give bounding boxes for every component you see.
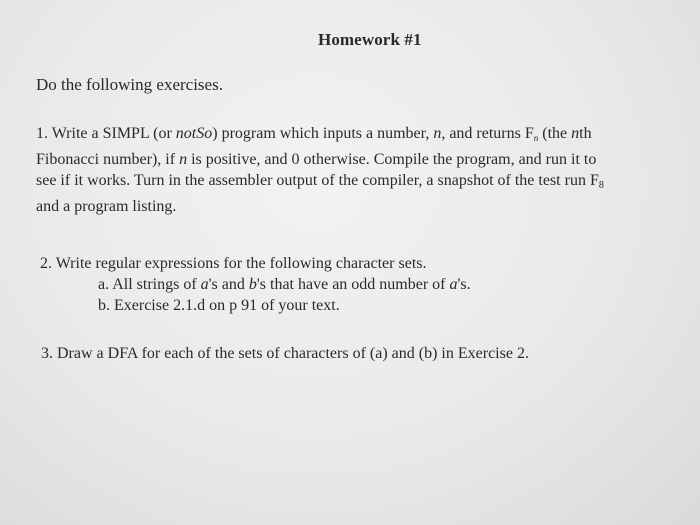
exercise-2 — [40, 253, 471, 316]
exercise-1-line-4: and a program listing. — [36, 198, 177, 215]
exercise-2-part-b: b. Exercise 2.1.d on p 91 of your text. — [98, 297, 340, 314]
exercise-3: 3. Draw a DFA for each of the sets of characters of (a) and (b) in Exercise 2. — [41, 345, 529, 362]
exercise-2-part-a: a. All strings of a's and b's that have an odd number of a's. — [98, 276, 471, 293]
instructions-text: Do the following exercises. — [36, 75, 223, 94]
page-title: Homework #1 — [318, 30, 422, 49]
exercise-2-heading: 2. Write regular expressions for the following character sets. — [40, 255, 427, 272]
exercise-1-line-1: 1. Write a SIMPL (or notSo) program which inputs a number, n, and returns Fn (the nth — [36, 125, 592, 143]
exercise-1-line-3: see if it works. Turn in the assembler output of the compiler, a snapshot of the test run F8 — [36, 172, 604, 191]
exercise-1 — [36, 123, 686, 217]
exercise-1-line-2: Fibonacci number), if n is positive, and 0 otherwise. Compile the program, and run it to — [36, 151, 597, 168]
